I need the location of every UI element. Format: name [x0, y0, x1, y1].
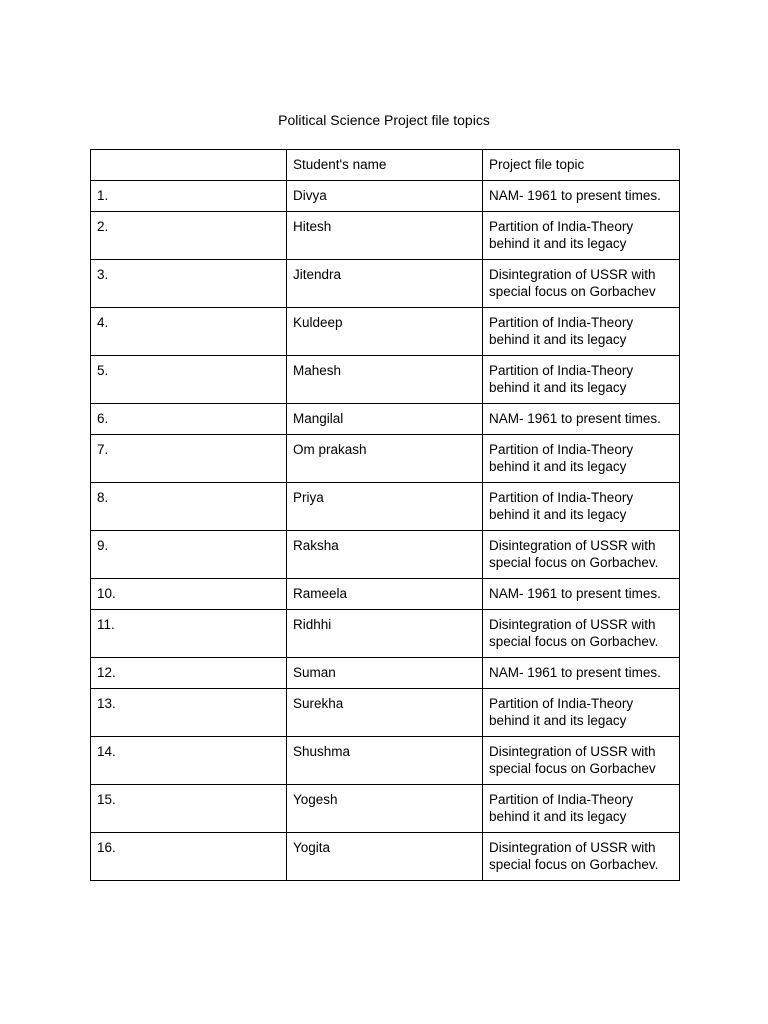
project-topic: NAM- 1961 to present times. — [483, 579, 680, 610]
project-topic: Disintegration of USSR with special focus on Gorbachev — [483, 260, 680, 308]
student-name: Om prakash — [287, 435, 483, 483]
project-topic: Partition of India-Theory behind it and its legacy — [483, 785, 680, 833]
student-name: Jitendra — [287, 260, 483, 308]
document-title: Political Science Project file topics — [278, 112, 490, 128]
row-number: 9. — [91, 531, 287, 579]
project-topic: Partition of India-Theory behind it and its legacy — [483, 483, 680, 531]
row-number: 2. — [91, 212, 287, 260]
table-row — [91, 658, 680, 689]
table-row — [91, 212, 680, 260]
student-name: Kuldeep — [287, 308, 483, 356]
project-topic: Disintegration of USSR with special focus on Gorbachev. — [483, 610, 680, 658]
row-number: 11. — [91, 610, 287, 658]
header-project-topic: Project file topic — [483, 150, 680, 181]
table-row — [91, 356, 680, 404]
project-topic: Partition of India-Theory behind it and its legacy — [483, 308, 680, 356]
row-number: 6. — [91, 404, 287, 435]
row-number: 16. — [91, 833, 287, 881]
row-number: 15. — [91, 785, 287, 833]
table-row — [91, 737, 680, 785]
student-name: Suman — [287, 658, 483, 689]
row-number: 14. — [91, 737, 287, 785]
student-name: Rameela — [287, 579, 483, 610]
row-number: 10. — [91, 579, 287, 610]
table-row — [91, 181, 680, 212]
project-topic: NAM- 1961 to present times. — [483, 658, 680, 689]
row-number: 4. — [91, 308, 287, 356]
table-row — [91, 579, 680, 610]
row-number: 5. — [91, 356, 287, 404]
table-row — [91, 531, 680, 579]
student-name: Surekha — [287, 689, 483, 737]
student-name: Yogita — [287, 833, 483, 881]
table-row — [91, 308, 680, 356]
project-topic: NAM- 1961 to present times. — [483, 404, 680, 435]
project-topic: Disintegration of USSR with special focus on Gorbachev — [483, 737, 680, 785]
project-topic: Partition of India-Theory behind it and its legacy — [483, 212, 680, 260]
student-name: Mangilal — [287, 404, 483, 435]
project-topic: Disintegration of USSR with special focus on Gorbachev. — [483, 833, 680, 881]
project-topic: Partition of India-Theory behind it and its legacy — [483, 356, 680, 404]
student-name: Shushma — [287, 737, 483, 785]
table-row — [91, 404, 680, 435]
student-name: Yogesh — [287, 785, 483, 833]
row-number: 1. — [91, 181, 287, 212]
row-number: 8. — [91, 483, 287, 531]
project-topic: NAM- 1961 to present times. — [483, 181, 680, 212]
student-name: Ridhhi — [287, 610, 483, 658]
row-number: 13. — [91, 689, 287, 737]
table-body — [91, 181, 680, 881]
table-row — [91, 435, 680, 483]
row-number: 12. — [91, 658, 287, 689]
header-number — [91, 150, 287, 181]
table-row — [91, 260, 680, 308]
table-row — [91, 689, 680, 737]
table-row — [91, 785, 680, 833]
row-number: 3. — [91, 260, 287, 308]
table-header-row — [91, 150, 680, 181]
header-student-name: Student's name — [287, 150, 483, 181]
table-row — [91, 610, 680, 658]
student-name: Raksha — [287, 531, 483, 579]
student-name: Mahesh — [287, 356, 483, 404]
student-name: Divya — [287, 181, 483, 212]
student-name: Priya — [287, 483, 483, 531]
project-topics-table — [90, 149, 680, 881]
row-number: 7. — [91, 435, 287, 483]
table-row — [91, 833, 680, 881]
student-name: Hitesh — [287, 212, 483, 260]
table-row — [91, 483, 680, 531]
project-topic: Disintegration of USSR with special focus on Gorbachev. — [483, 531, 680, 579]
project-topic: Partition of India-Theory behind it and its legacy — [483, 435, 680, 483]
project-topic: Partition of India-Theory behind it and its legacy — [483, 689, 680, 737]
